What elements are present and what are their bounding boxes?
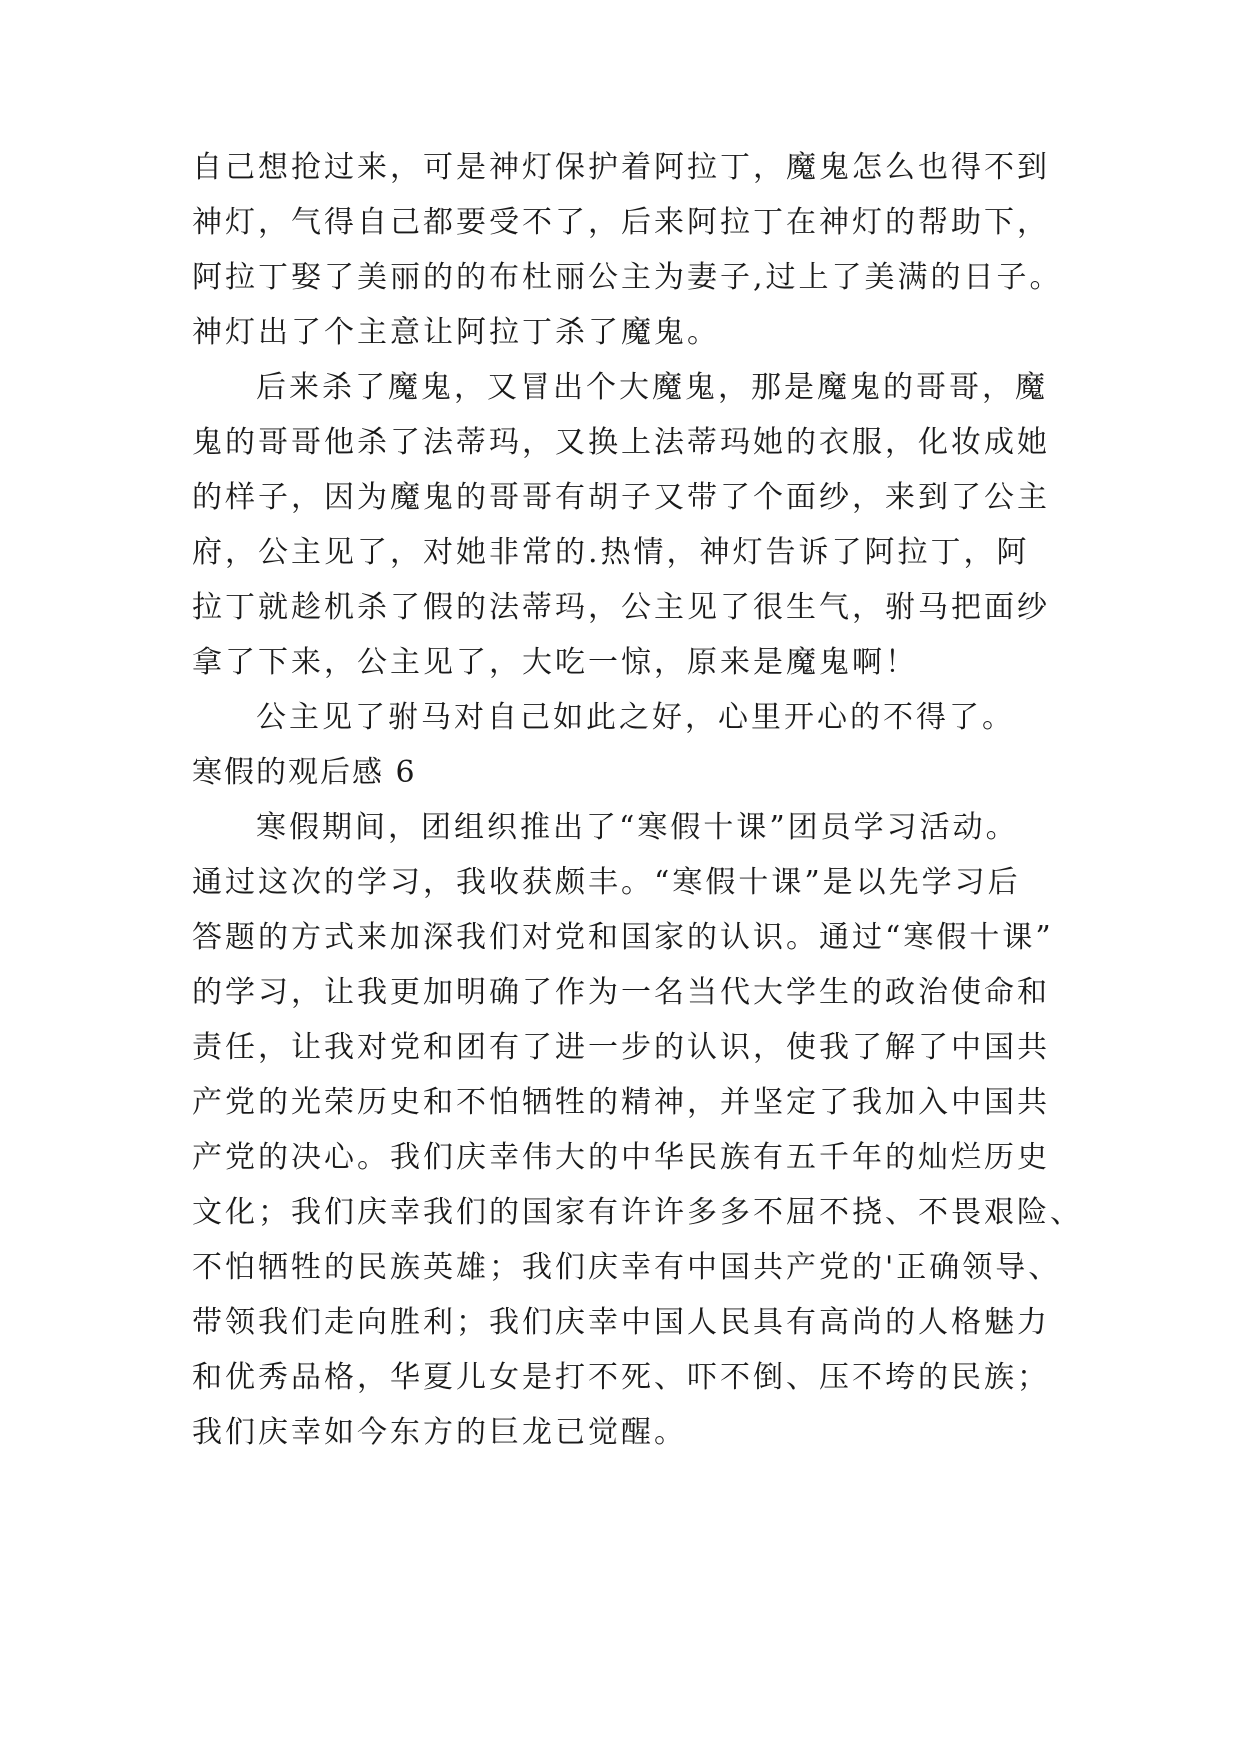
paragraph-line: 公主见了驸马对自己如此之好，心里开心的不得了。 [256,700,1015,735]
paragraph-line: 带领我们走向胜利；我们庆幸中国人民具有高尚的人格魅力 [192,1305,1050,1340]
paragraph-line: 产党的决心。我们庆幸伟大的中华民族有五千年的灿烂历史 [192,1140,1050,1175]
paragraph-line: 拉丁就趁机杀了假的法蒂玛，公主见了很生气，驸马把面纱 [192,590,1050,625]
paragraph-line: 产党的光荣历史和不怕牺牲的精神，并坚定了我加入中国共 [192,1085,1050,1120]
paragraph-line: 通过这次的学习，我收获颇丰。“寒假十课”是以先学习后 [192,865,1021,900]
paragraph-line: 文化；我们庆幸我们的国家有许许多多不屈不挠、不畏艰险、 [192,1195,1083,1230]
paragraph-line: 鬼的哥哥他杀了法蒂玛，又换上法蒂玛她的衣服，化妆成她 [192,425,1050,460]
paragraph-line: 答题的方式来加深我们对党和国家的认识。通过“寒假十课” [192,920,1054,955]
paragraph-line: 的学习，让我更加明确了作为一名当代大学生的政治使命和 [192,975,1050,1010]
paragraph-line: 拿了下来，公主见了，大吃一惊，原来是魔鬼啊！ [192,645,918,680]
paragraph-line: 神灯，气得自己都要受不了，后来阿拉丁在神灯的帮助下， [192,205,1050,240]
paragraph-line: 和优秀品格，华夏儿女是打不死、吓不倒、压不垮的民族； [192,1360,1050,1395]
paragraph-line: 我们庆幸如今东方的巨龙已觉醒。 [192,1415,687,1450]
paragraph-line: 府，公主见了，对她非常的.热情，神灯告诉了阿拉丁，阿 [192,535,1030,570]
paragraph-line: 神灯出了个主意让阿拉丁杀了魔鬼。 [192,315,720,350]
paragraph-line: 的样子，因为魔鬼的哥哥有胡子又带了个面纱，来到了公主 [192,480,1050,515]
paragraph-line: 责任，让我对党和团有了进一步的认识，使我了解了中国共 [192,1030,1050,1065]
paragraph-line: 不怕牺牲的民族英雄；我们庆幸有中国共产党的'正确领导、 [192,1250,1062,1285]
paragraph-line: 自己想抢过来，可是神灯保护着阿拉丁，魔鬼怎么也得不到 [192,150,1050,185]
section-heading: 寒假的观后感 6 [192,755,417,790]
paragraph-line: 后来杀了魔鬼，又冒出个大魔鬼，那是魔鬼的哥哥，魔 [256,370,1048,405]
paragraph-line: 寒假期间，团组织推出了“寒假十课”团员学习活动。 [256,810,1019,845]
paragraph-line: 阿拉丁娶了美丽的的布杜丽公主为妻子,过上了美满的日子。 [192,260,1063,295]
